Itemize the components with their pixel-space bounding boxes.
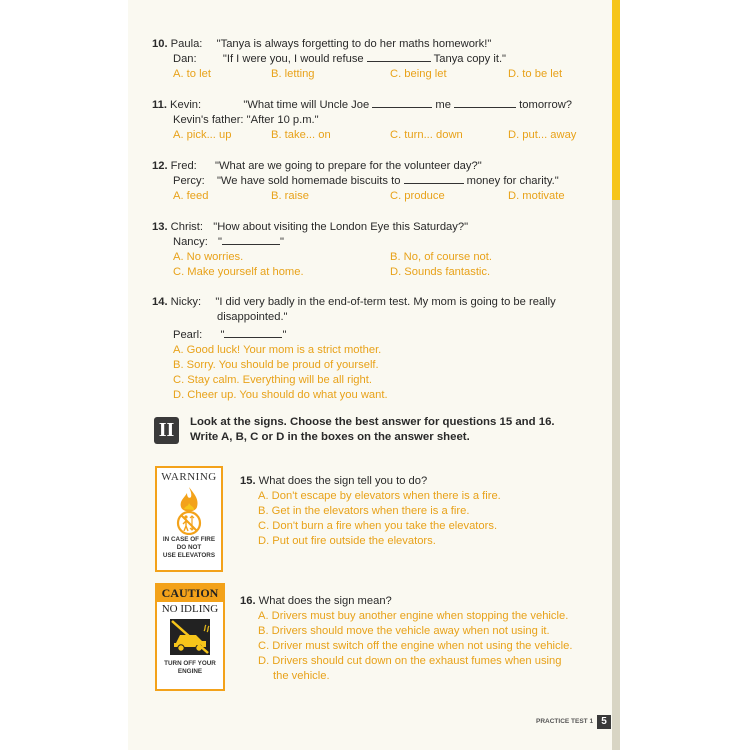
question-number: 13. <box>152 221 168 233</box>
option-d: D. Cheer up. You should do what you want. <box>173 389 388 401</box>
question-number: 14. <box>152 296 168 308</box>
option-c: C. being let <box>390 68 447 80</box>
sign-caption <box>157 536 221 560</box>
fire-no-elevator-icon <box>169 485 209 535</box>
option-a: A. Drivers must buy another engine when stopping the vehicle. <box>258 610 569 622</box>
speaker-name: Christ: <box>170 221 203 233</box>
question-13 <box>152 220 592 281</box>
option-c: C. Driver must switch off the engine when not using the vehicle. <box>258 640 573 652</box>
option-a: A. pick... up <box>173 129 232 141</box>
question-14 <box>152 295 592 403</box>
question-number: 16. <box>240 595 256 607</box>
speaker-line: "We have sold homemade biscuits to <box>216 175 401 187</box>
option-d: D. Put out fire outside the elevators. <box>258 535 436 547</box>
speaker-name: Paula: <box>170 38 203 50</box>
options <box>152 343 592 403</box>
page-edge-tab <box>612 0 620 750</box>
option-b: B. Drivers should move the vehicle away when not using it. <box>258 625 550 637</box>
instruction-line: Write A, B, C or D in the boxes on the answer sheet. <box>190 431 470 443</box>
option-c: C. Don't burn a fire when you take the elevators. <box>258 520 498 532</box>
caption-line: IN CASE OF FIRE <box>162 536 216 543</box>
sign-header: CAUTION <box>157 585 223 602</box>
speaker-line: "Tanya is always forgetting to do her maths homework!" <box>216 38 492 50</box>
option-c: C. produce <box>390 190 445 202</box>
sign-caption <box>157 660 223 676</box>
option-a: A. feed <box>173 190 209 202</box>
option-d: D. put... away <box>508 129 577 141</box>
speaker-name: Fred: <box>170 160 197 172</box>
option-a: A. Don't escape by elevators when there is a fire. <box>258 490 501 502</box>
question-text: What does the sign tell you to do? <box>258 475 428 487</box>
question-16 <box>240 594 610 684</box>
question-number: 15. <box>240 475 256 487</box>
speaker-name: Nancy: <box>173 236 208 248</box>
option-b: B. Sorry. You should be proud of yourself. <box>173 359 379 371</box>
option-b: B. letting <box>271 68 315 80</box>
caption-line: USE ELEVATORS <box>162 552 216 559</box>
quote-mark: " <box>220 329 225 341</box>
speaker-line: me <box>435 99 451 111</box>
speaker-line: disappointed." <box>217 311 288 323</box>
quote-mark: " <box>282 329 287 341</box>
option-d: D. Drivers should cut down on the exhaust fumes when using <box>258 655 562 667</box>
warning-sign <box>155 466 223 572</box>
option-d: D. motivate <box>508 190 565 202</box>
answer-blank <box>222 235 280 245</box>
speaker-line: "I did very badly in the end-of-term test. My mom is going to be really <box>215 296 556 308</box>
option-a: A. No worries. <box>173 251 244 263</box>
speaker-line: "What time will Uncle Joe <box>243 99 370 111</box>
options <box>240 609 610 684</box>
question-15 <box>240 474 600 549</box>
option-b: B. raise <box>271 190 309 202</box>
option-c: C. Make yourself at home. <box>173 266 304 278</box>
speaker-name: Nicky: <box>170 296 202 308</box>
option-d: D. to be let <box>508 68 563 80</box>
speaker-line: tomorrow? <box>519 99 573 111</box>
speaker-name: Percy: <box>173 175 205 187</box>
answer-blank <box>224 328 282 338</box>
answer-blank <box>454 98 516 108</box>
question-number: 10. <box>152 38 168 50</box>
answer-blank <box>367 52 431 62</box>
option-c: C. turn... down <box>390 129 463 141</box>
question-number: 11. <box>152 99 167 111</box>
answer-blank <box>404 174 464 184</box>
speaker-line: money for charity." <box>466 175 559 187</box>
speaker-line: "What are we going to prepare for the volunteer day?" <box>215 160 482 172</box>
question-10 <box>152 37 582 83</box>
question-number: 12. <box>152 160 168 172</box>
quote-mark: " <box>218 236 223 248</box>
caption-line: TURN OFF YOUR <box>164 660 216 667</box>
caption-line: ENGINE <box>177 668 203 675</box>
speaker-name: Dan: <box>173 53 197 65</box>
option-b: B. No, of course not. <box>390 251 492 263</box>
question-text: What does the sign mean? <box>258 595 392 607</box>
options <box>152 128 592 144</box>
option-c: C. Stay calm. Everything will be all right. <box>173 374 372 386</box>
option-b: B. take... on <box>271 129 331 141</box>
options <box>152 67 582 83</box>
option-d-continued: the vehicle. <box>273 670 330 682</box>
speaker-line: "How about visiting the London Eye this Saturday?" <box>213 221 469 233</box>
options <box>152 250 592 281</box>
option-d: D. Sounds fantastic. <box>390 266 491 278</box>
option-a: A. to let <box>173 68 211 80</box>
caution-sign <box>155 583 225 691</box>
quote-mark: " <box>280 236 285 248</box>
option-b: B. Get in the elevators when there is a fire. <box>258 505 470 517</box>
speaker-name: Kevin: <box>170 99 202 111</box>
caption-line: DO NOT <box>176 544 202 551</box>
answer-blank <box>372 98 432 108</box>
sign-header: WARNING <box>161 471 217 483</box>
options <box>240 489 600 549</box>
speaker-line: Kevin's father: "After 10 p.m." <box>173 114 319 126</box>
speaker-line: "If I were you, I would refuse <box>222 53 364 65</box>
page-number: 5 <box>597 715 611 729</box>
no-idling-car-icon <box>168 617 212 657</box>
speaker-line: Tanya copy it." <box>433 53 507 65</box>
footer-label: PRACTICE TEST 1 <box>536 718 594 725</box>
speaker-name: Pearl: <box>173 329 203 341</box>
instruction-line: Look at the signs. Choose the best answer for questions 15 and 16. <box>190 416 555 428</box>
sign-subheader: NO IDLING <box>161 603 219 615</box>
question-11 <box>152 98 592 144</box>
section-instructions <box>190 415 555 445</box>
options <box>152 189 592 205</box>
question-12 <box>152 159 592 205</box>
option-a: A. Good luck! Your mom is a strict mother. <box>173 344 382 356</box>
section-badge: II <box>154 417 179 444</box>
